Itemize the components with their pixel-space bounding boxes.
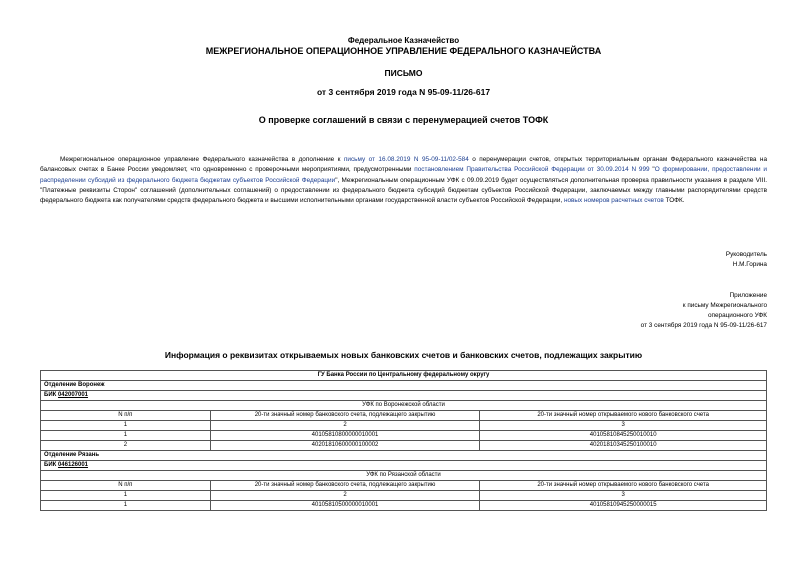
document-type: ПИСЬМО xyxy=(384,68,423,78)
ufk-name: УФК по Рязанской области xyxy=(41,471,767,481)
branch-name: Отделение Рязань xyxy=(41,451,767,461)
row-index: 1 xyxy=(41,501,211,511)
new-account: 40105810845250010010 xyxy=(480,431,767,441)
signature-role: Руководитель xyxy=(725,251,767,258)
accounts-table xyxy=(40,370,767,511)
column-number: 1 xyxy=(41,491,211,501)
org-name: Федеральное Казначейство xyxy=(347,36,460,45)
link-resolution-title[interactable]: О формировании, предоставлении и распределении субсидий из федерального бюджета бюджетам субъектов Российской Федерации xyxy=(40,166,767,184)
column-number: 3 xyxy=(480,421,767,431)
column-header: N п/п xyxy=(41,411,211,421)
bik-link[interactable]: 046126001 xyxy=(57,462,89,468)
document-date-number: от 3 сентября 2019 года N 95-09-11/26-617 xyxy=(316,87,491,97)
bank-name: ГУ Банка России по Центральному федеральному округу xyxy=(41,371,767,381)
body-text: ", Межрегиональным операционным УФК с 09.09.2019 будет осуществляться дополнительная проверка правильности указания в разделе VIII. "Платежные реквизиты Сторон" соглашений (дополнительных соглашений) о предоставлении из федерального бюджета субсидий бюджетам субъектов Российской Федерации, заключаемых между главными распорядителями средств федерального бюджета как получателями средств федерального бюджета и высшими исполнительными органами государственной власти субъектов Российской Федерации, xyxy=(40,176,768,205)
link-new-account-numbers[interactable]: новых номеров расчетных счетов xyxy=(563,197,664,205)
body-text: ТОФК. xyxy=(663,197,685,205)
column-header: 20-ти значный номер открываемого нового банковского счета xyxy=(480,411,767,421)
appendix-line: операционного УФК xyxy=(707,312,767,319)
table-row xyxy=(41,501,767,511)
column-number: 3 xyxy=(480,491,767,501)
column-header: 20-ти значный номер банковского счета, подлежащего закрытию xyxy=(210,411,480,421)
document-subject: О проверке соглашений в связи с перенумерацией счетов ТОФК xyxy=(258,115,549,125)
body-text: Межрегиональное операционное управление Федерального казначейства в дополнение к xyxy=(60,156,344,163)
body-text: " xyxy=(649,166,655,174)
row-index: 1 xyxy=(41,431,211,441)
new-account: 40105810945250000015 xyxy=(480,501,767,511)
ufk-name: УФК по Воронежской области xyxy=(41,401,767,411)
closing-account: 40105810500000010001 xyxy=(210,501,480,511)
table-row xyxy=(41,431,767,441)
row-index: 2 xyxy=(41,441,211,451)
column-header: 20-ти значный номер банковского счета, подлежащего закрытию xyxy=(210,481,480,491)
branch-name: Отделение Воронеж xyxy=(41,381,767,391)
table-title: Информация о реквизитах открываемых новых банковских счетов и банковских счетов, подлежащих закрытию xyxy=(164,350,643,360)
signature-block xyxy=(726,250,767,270)
column-number: 2 xyxy=(210,421,480,431)
link-resolution-999[interactable]: постановлением Правительства Российской Федерации от 30.09.2014 N 999 xyxy=(414,166,650,174)
bik-label: БИК xyxy=(44,462,58,468)
closing-account: 40105810800000010001 xyxy=(210,431,480,441)
body-text: о перенумерации счетов, открытых территориальным органам Федерального казначейства на балансовых счетах в Банке России уведомляет, что одновременно с проверочными мероприятиями, предусмотренными xyxy=(40,156,768,174)
appendix-line: от 3 сентября 2019 года N 95-09-11/26-617 xyxy=(640,322,767,329)
appendix-block xyxy=(641,291,767,331)
closing-account: 40201810600000100002 xyxy=(210,441,480,451)
letter-body xyxy=(40,155,767,206)
link-letter-584[interactable]: письму от 16.08.2019 N 95-09-11/02-584 xyxy=(343,156,469,163)
appendix-line: к письму Межрегионального xyxy=(682,302,767,309)
signature-name: Н.М.Горина xyxy=(732,261,767,268)
new-account: 40201810345250100010 xyxy=(480,441,767,451)
department-name: МЕЖРЕГИОНАЛЬНОЕ ОПЕРАЦИОННОЕ УПРАВЛЕНИЕ ФЕДЕРАЛЬНОГО КАЗНАЧЕЙСТВА xyxy=(205,46,602,56)
column-header: N п/п xyxy=(41,481,211,491)
bik-row xyxy=(41,461,767,471)
column-number: 1 xyxy=(41,421,211,431)
table-row xyxy=(41,441,767,451)
appendix-line: Приложение xyxy=(729,292,767,299)
bik-label: БИК xyxy=(44,392,58,398)
column-header: 20-ти значный номер открываемого нового банковского счета xyxy=(480,481,767,491)
bik-link[interactable]: 042007001 xyxy=(57,392,89,398)
bik-row xyxy=(41,391,767,401)
column-number: 2 xyxy=(210,491,480,501)
